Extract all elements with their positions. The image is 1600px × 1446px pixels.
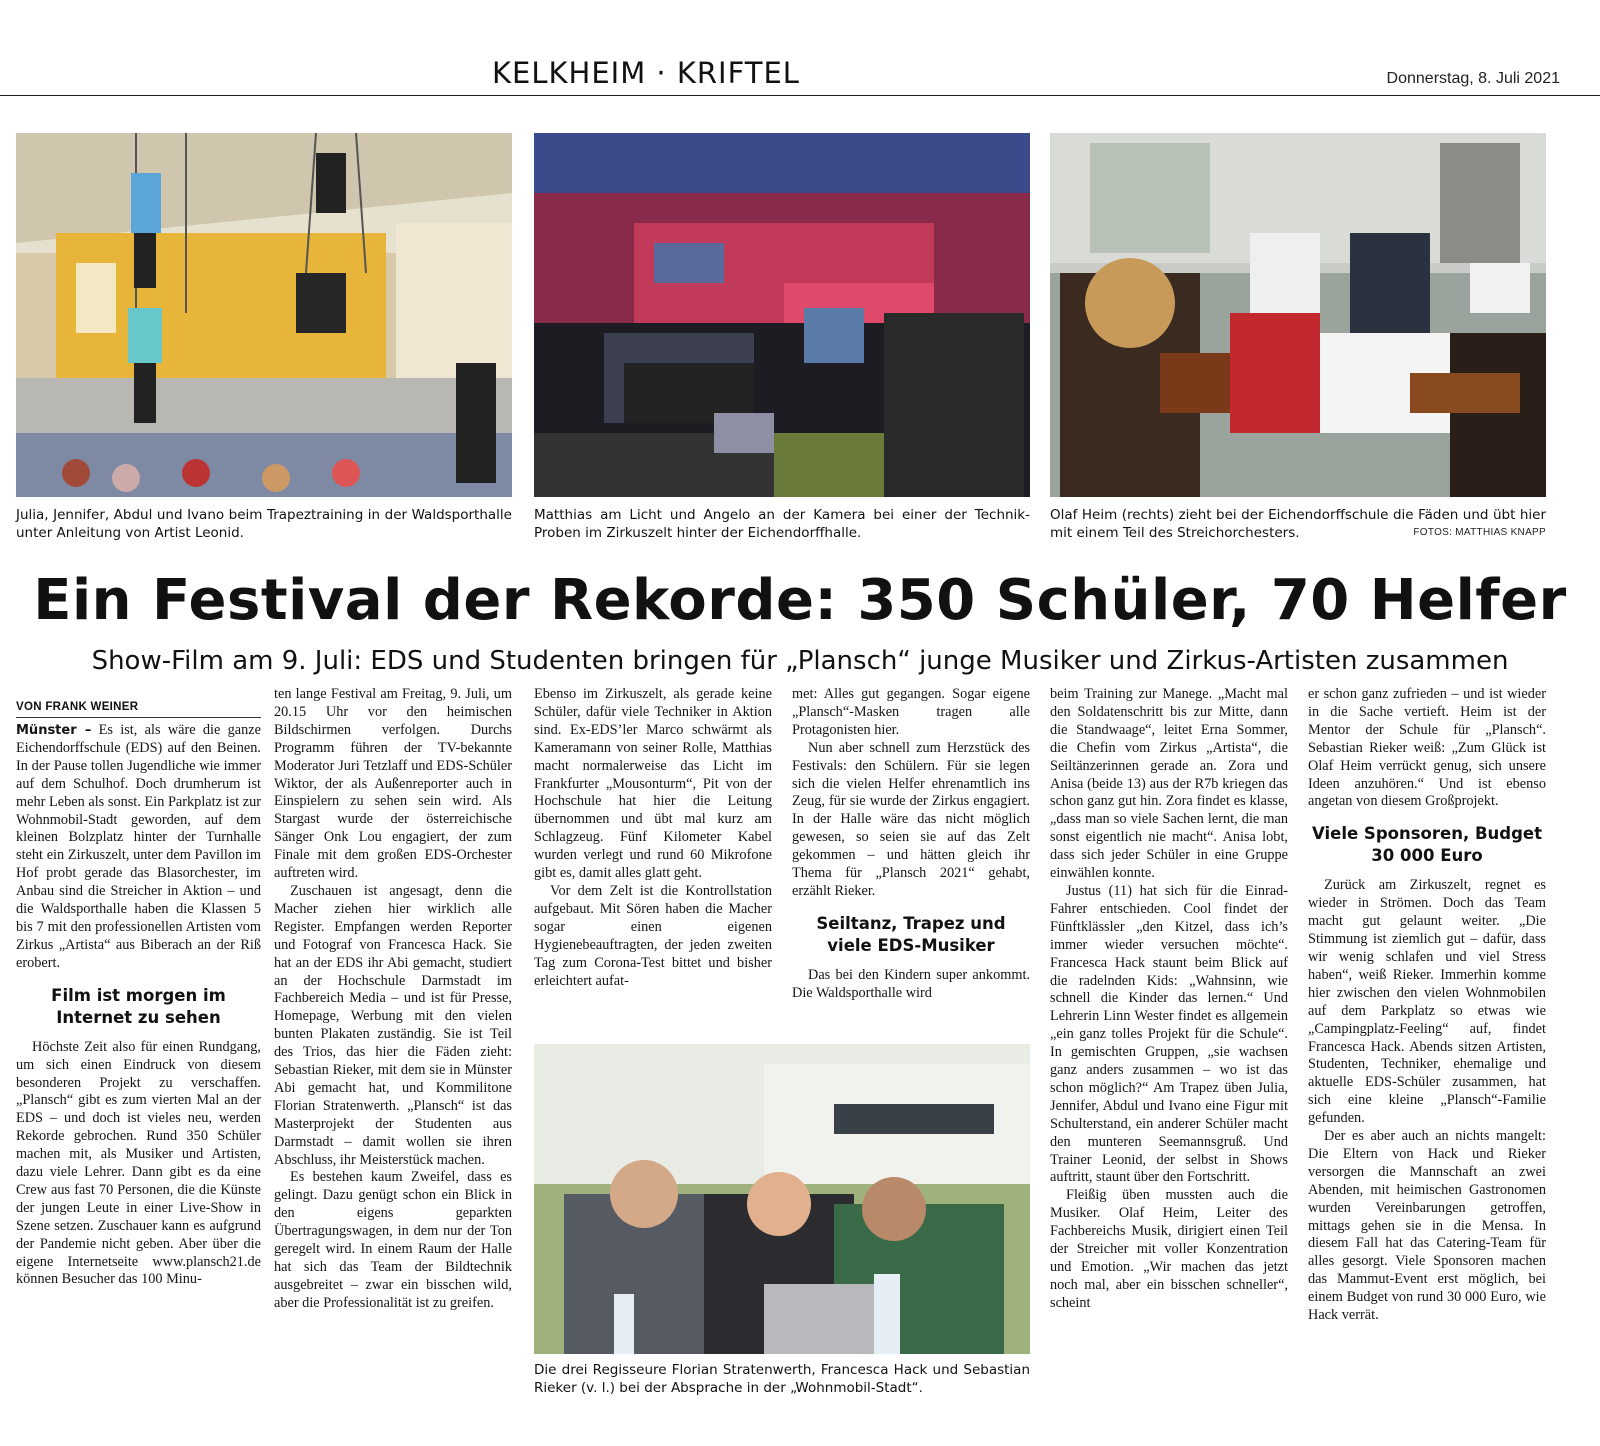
col2-paragraph-2: Zuschauen ist angesagt, denn die Macher ziehen hier wirklich alle Register. Empfangen werden Reporter und Fotograf von Francesca Hack. Sie hat an der EDS ihr Abi gemacht, studiert an der Hochschule Darmstadt im Fachbereich Media – und ist für Presse, Homepage, Werbung mit den vielen bunten Plakaten zuständig. Sie ist Teil des Trios, das hier die Fäden zieht: Sebastian Rieker, mit dem sie in Münster Abi gemacht hat, und Kommilitone Florian Stratenwerth. „Plansch“ ist das Masterprojekt der Studenten aus Darmstadt – damit wollen sie ihren Abschluss, ihr Meisterstück machen. (274, 882, 512, 1168)
photo-credit: FOTOS: MATTHIAS KNAPP (1413, 527, 1546, 538)
photo-circus-tent-caption: Matthias am Licht und Angelo an der Kamera bei einer der Technik-Proben im Zirkuszelt hinter der Eichendorffhalle. (534, 507, 1030, 541)
article-column-1 (16, 722, 261, 1402)
col1-paragraph-1 (16, 722, 261, 973)
col6-paragraph-1: er schon ganz zufrieden – und ist wieder in die Sache vertieft. Heim ist der Mentor der Schule für „Plansch“. Sebastian Rieker weiß: „Zum Glück ist Olaf Heim verrückt genug, sich unsere Ideen anzuhören.“ Und ist ebenso angetan von diesem Großprojekt. (1308, 686, 1546, 810)
article-column-5 (1050, 686, 1288, 1402)
col1-paragraph-2: Höchste Zeit also für einen Rundgang, um sich einen Eindruck von diesem besonderen Projekt zu verschaffen. „Plansch“ gibt es zum vierten Mal an der EDS – und doch ist vieles neu, werden Rekorde gebrochen. Rund 350 Schüler machen mit, als Musiker und Artisten, dazu viele Lehrer. Dann gibt es da eine Crew aus fast 70 Personen, die die Künste der jungen Leute in einer Live-Show in Szene setzen. Zuschauer kann es aufgrund der Pandemie nicht geben. Aber über die eigene Internetseite www.plansch21.de können Besucher das 100 Minu- (16, 1038, 261, 1288)
section-title: KELKHEIM · KRIFTEL (492, 56, 800, 90)
masthead-rule (0, 95, 1600, 96)
headline: Ein Festival der Rekorde: 350 Schüler, 70 Helfer (33, 568, 1567, 633)
article-column-3 (534, 686, 772, 1026)
photo-directors-caption: Die drei Regisseure Florian Stratenwerth, Francesca Hack und Sebastian Rieker (v. l.) bei der Absprache in der „Wohnmobil-Stadt“. (534, 1362, 1030, 1396)
col1-paragraph-1-text: Es ist, als wäre die ganze Eichendorffschule (EDS) auf den Beinen. In der Pause tollen Jugendliche wie immer auf dem Schulhof. Doch drumherum ist mehr Leben als sonst. Ein Parkplatz ist zur Wohnmobil-Stadt geworden, auf dem kleinen Bolzplatz hinter der Turnhalle steht ein Zirkuszelt, unter dem Pavillon im Hof probt gerade das Blasorchester, im Anbau sind die Streicher in Aktion – und die Waldsporthalle haben die Klassen 5 bis 7 mit den professionellen Artisten vom Zirkus „Artista“ aus Biberach an der Riß erobert. (16, 722, 261, 971)
col5-paragraph-2: Justus (11) hat sich für die Einrad-Fahrer entschieden. Cool findet der Fünftklässler „den Kitzel, dass ich’s immer wieder versuchen möchte“. Francesca Hack staunt beim Blick auf die radelnden Kids: „Wahnsinn, wie schnell die Kinder das lernen.“ Und Lehrerin Linn Wester findet es allgemein „ein ganz tolles Projekt für die Schule“. In gemischten Gruppen, „sie wachsen ganz anders zusammen – wo ist das schon möglich?“ Am Trapez üben Julia, Jennifer, Abdul und Ivano eine Figur mit Schulterstand, ein anderer Schüler macht den munteren Seemannsgruß. Und Trainer Leonid, der selbst in Shows auftritt, staunt über den Fortschritt. (1050, 882, 1288, 1186)
photo-orchestra-caption-text: Olaf Heim (rechts) zieht bei der Eichendorffschule die Fäden und übt hier mit einem Teil des Streichorchesters. (1050, 507, 1546, 541)
photo-trapeze-caption: Julia, Jennifer, Abdul und Ivano beim Trapeztraining in der Waldsporthalle unter Anleitung von Artist Leonid. (16, 507, 512, 541)
col6-paragraph-2: Zurück am Zirkuszelt, regnet es wieder in Strömen. Doch das Team macht gut gelaunt weiter. „Die Stimmung ist ziemlich gut – dafür, dass wir wenig schlafen und viel Stress haben“, weiß Rieker. Immerhin komme hier zwischen den vielen Wohnmobilen auf dem Parkplatz so etwas wie „Campingplatz-Feeling“ auf, findet Francesca Hack. Abends sitzen Artisten, Studenten, Techniker, ehemalige und aktuelle EDS-Schüler zusammen, hat sich eine kleine „Plansch“-Familie gefunden. (1308, 877, 1546, 1127)
col2-paragraph-1: ten lange Festival am Freitag, 9. Juli, um 20.15 Uhr vor den heimischen Bildschirmen verfolgen. Durchs Programm führen der TV-bekannte Moderator Juri Tetzlaff und EDS-Schüler Wiktor, der als Außenreporter auch in Einspielern zu sehen sein wird. Als Stargast wurde der österreichische Sänger Onk Lou engagiert, der zum Finale mit dem großen EDS-Orchester auftreten wird. (274, 686, 512, 882)
masthead (0, 0, 1600, 97)
col4-paragraph-3: Das bei den Kindern super ankommt. Die Waldsporthalle wird (792, 966, 1030, 1001)
subheadline: Show-Film am 9. Juli: EDS und Studenten bringen für „Plansch“ junge Musiker und Zirkus-Artisten zusammen (91, 646, 1509, 676)
col6-subtitle: Viele Sponsoren, Budget 30 000 Euro (1312, 824, 1542, 866)
photo-directors (534, 1044, 1030, 1354)
col1-subtitle: Film ist morgen im Internet zu sehen (51, 985, 226, 1027)
article-column-4 (792, 686, 1030, 1026)
col4-paragraph-2: Nun aber schnell zum Herzstück des Festivals: den Schülern. Für sie legen sich die vielen Helfer ehrenamtlich ins Zeug, für sie wurde der Zirkus engagiert. In der Halle wäre das nicht möglich gewesen, so seien sie auf das Zelt gekommen – und hätten gleich ihr Thema für „Plansch 2021“ gehabt, erzählt Rieker. (792, 739, 1030, 899)
col4-paragraph-1: met: Alles gut gegangen. Sogar eigene „Plansch“-Masken tragen alle Protagonisten hier. (792, 686, 1030, 738)
photo-trapeze-training (16, 133, 512, 497)
col5-paragraph-3: Fleißig üben mussten auch die Musiker. Olaf Heim, Leiter des Fachbereichs Musik, dirigiert einen Teil der Streicher mit voller Konzentration und Emotion. „Wir machen das jetzt noch mal, aber ein bisschen schneller“, scheint (1050, 1187, 1288, 1311)
article-column-2 (274, 686, 512, 1402)
issue-date: Donnerstag, 8. Juli 2021 (1386, 70, 1560, 87)
dateline: Münster – (16, 723, 92, 738)
col5-paragraph-1: beim Training zur Manege. „Macht mal den Soldatenschritt bis zur Mitte, dann die Standwaage“, leitet Erna Sommer, die Chefin vom Zirkus „Artista“, die Seiltänzerinnen gerade an. Zora und Anisa (beide 13) aus der R7b kriegen das schon ganz gut hin. Zora findet es klasse, „dass man so viele Sachen lernt, die man sonst eigentlich nie macht“. Anisa lobt, dass sich jeder Schüler in eine Gruppe einwählen konnte. (1050, 686, 1288, 882)
col6-paragraph-3: Der es aber auch an nichts mangelt: Die Eltern von Hack und Rieker versorgen die Mannschaft an zwei Abenden, mit heimischen Gastronomen wurden Vereinbarungen getroffen, mittags gehen sie in die Mensa. In diesem Fall hat das Catering-Team für alles gesorgt. Viele Sponsoren machen das Mammut-Event erst möglich, bei einem Budget von rund 30 000 Euro, wie Hack verrät. (1308, 1128, 1546, 1324)
col3-paragraph-1: Ebenso im Zirkuszelt, als gerade keine Schüler, dafür viele Techniker in Aktion sind. Ex-EDS’ler Marco schwärmt als Kameramann von seiner Rolle, Matthias macht normalerweise das Licht im Frankfurter „Mousonturm“, Pit von der Hochschule hat hier die Leitung übernommen und übt mal kurz am Schlagzeug. Fünf Kilometer Kabel wurden verlegt und rund 60 Mikrofone gibt es, damit alles glatt geht. (534, 686, 772, 882)
col2-paragraph-3: Es bestehen kaum Zweifel, dass es gelingt. Dazu genügt schon ein Blick in den eigens geparkten Übertragungswagen, in dem nur der Ton geregelt wird. In einem Raum der Halle hat sich das Team der Bildtechnik ausgebreitet – zwar ein bisschen wild, aber die Professionalität ist zu greifen. (274, 1169, 512, 1311)
photo-string-orchestra (1050, 133, 1546, 497)
col3-paragraph-2: Vor dem Zelt ist die Kontrollstation aufgebaut. Mit Sören haben die Macher sogar einen eigenen Hygienebeauftragten, der jeden zweiten Tag zum Corona-Test bittet und bisher erleichtert aufat- (534, 882, 772, 989)
article-column-6 (1308, 686, 1546, 1402)
byline: VON FRANK WEINER (16, 701, 139, 713)
photo-circus-tent-tech (534, 133, 1030, 497)
col4-subtitle: Seiltanz, Trapez und viele EDS-Musiker (816, 913, 1006, 955)
byline-rule (16, 717, 261, 718)
